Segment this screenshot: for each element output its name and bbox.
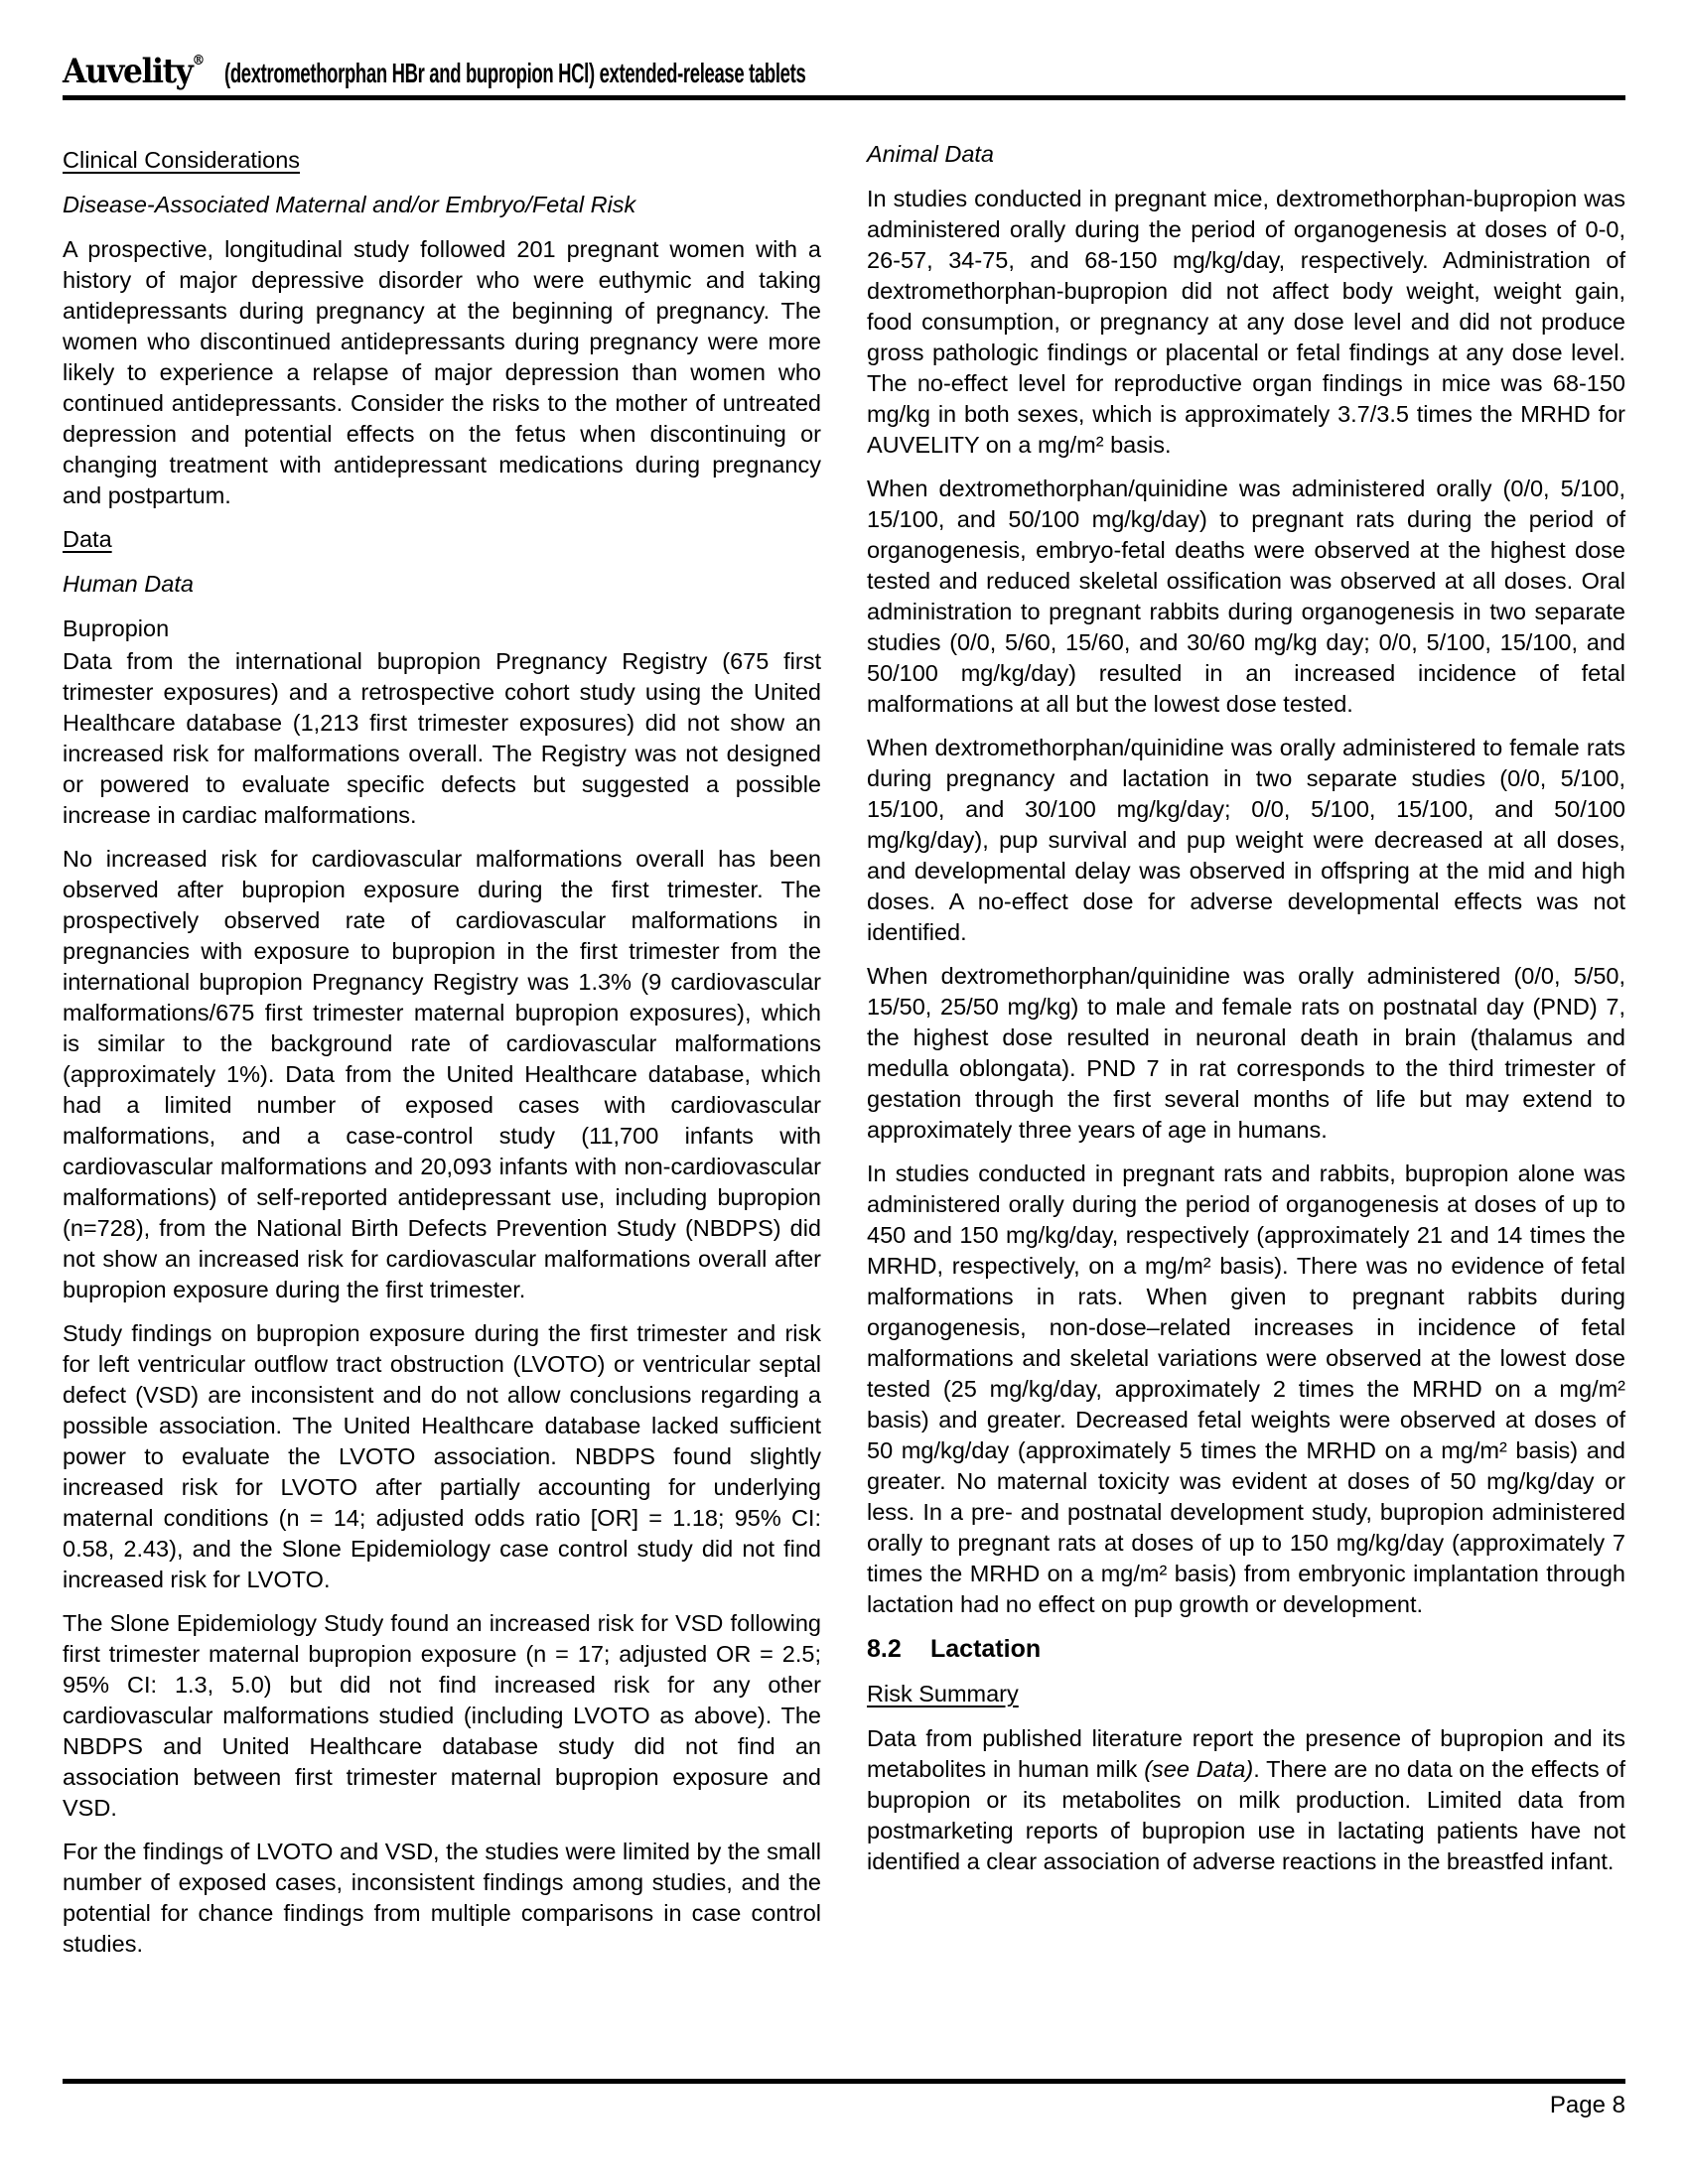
header-divider	[63, 95, 1625, 100]
animal-data-heading: Animal Data	[867, 141, 994, 167]
lactation-paragraph: Data from published literature report the presence of bupropion and its metabolites in human milk (see Data). There are no data on the effects of bupropion or its metabolites on milk production. Limited data from postmarketing reports of bupropion use in lactating patients have not identified a clear association of adverse reactions in the breastfed infant.	[867, 1725, 1625, 1874]
risk-summary-heading: Risk Summary	[867, 1681, 1019, 1706]
data-heading: Data	[63, 526, 112, 552]
bupropion-paragraph-5: For the findings of LVOTO and VSD, the studies were limited by the small number of exposed cases, inconsistent findings among studies, and the potential for chance findings from multiple comparisons in case control studies.	[63, 1839, 821, 1957]
animal-paragraph-1: In studies conducted in pregnant mice, dextromethorphan-bupropion was administered orally during the period of organogenesis at doses of 0-0, 26-57, 34-75, and 68-150 mg/kg/day, respectively. Administration of dextromethorphan-bupropion did not affect body weight, weight gain, food consumption, or pregnancy at any dose level and did not produce gross pathologic findings or placental or fetal findings at any dose level. The no-effect level for reproductive organ findings in mice was 68-150 mg/kg in both sexes, which is approximately 3.7/3.5 times the MRHD for AUVELITY on a mg/m² basis.	[867, 186, 1625, 458]
section-8-2-heading	[867, 1633, 1625, 1665]
header-subtitle: (dextromethorphan HBr and bupropion HCl) extended-release tablets	[223, 58, 806, 88]
section-number: 8.2	[867, 1635, 902, 1663]
page-number: Page 8	[1549, 2092, 1625, 2118]
brand-logo: Auvelity®	[63, 52, 204, 91]
bupropion-paragraph-4: The Slone Epidemiology Study found an increased risk for VSD following first trimester maternal bupropion exposure (n = 17; adjusted OR = 2.5; 95% CI: 1.3, 5.0) but did not find increased risk for any other cardiovascular malformations studied (including LVOTO as above). The NBDPS and United Healthcare database study did not find an association between first trimester maternal bupropion exposure and VSD.	[63, 1610, 821, 1821]
page-header	[63, 52, 1625, 91]
footer-divider	[63, 2079, 1625, 2084]
animal-paragraph-4: When dextromethorphan/quinidine was orally administered (0/0, 5/50, 15/50, 25/50 mg/kg) to male and female rats on postnatal day (PND) 7, the highest dose resulted in neuronal death in brain (thalamus and medulla oblongata). PND 7 in rat corresponds to the third trimester of gestation through the first several months of life but may extend to approximately three years of age in humans.	[867, 963, 1625, 1143]
animal-paragraph-2: When dextromethorphan/quinidine was administered orally (0/0, 5/100, 15/100, and 50/100 mg/kg/day) to pregnant rats during the period of organogenesis, embryo-fetal deaths were observed at the highest dose tested and reduced skeletal ossification was observed at all doses. Oral administration to pregnant rabbits during organogenesis in two separate studies (0/0, 5/60, 15/60, and 30/60 mg/kg day; 0/0, 5/100, 15/100, and 50/100 mg/kg/day) resulted in an increased incidence of fetal malformations at all but the lowest dose tested.	[867, 476, 1625, 717]
registered-trademark-symbol: ®	[192, 53, 204, 68]
section-title: Lactation	[930, 1635, 1042, 1663]
bupropion-paragraph-1: Data from the international bupropion Pregnancy Registry (675 first trimester exposures) and a retrospective cohort study using the United Healthcare database (1,213 first trimester exposures) did not show an increased risk for malformations overall. The Registry was not designed or powered to evaluate specific defects but suggested a possible increase in cardiac malformations.	[63, 648, 821, 828]
bupropion-subheading: Bupropion	[63, 615, 170, 641]
animal-paragraph-5: In studies conducted in pregnant rats and rabbits, bupropion alone was administered orally during the period of organogenesis at doses of up to 450 and 150 mg/kg/day, respectively (approximately 21 and 14 times the MRHD, respectively, on a mg/m² basis). There was no evidence of fetal malformations in rats. When given to pregnant rabbits during organogenesis, non-dose–related increases in incidence of fetal malformations and skeletal variations were observed at the lowest dose tested (25 mg/kg/day, approximately 2 times the MRHD on a mg/m² basis) and greater. Decreased fetal weights were observed at doses of 50 mg/kg/day (approximately 5 times the MRHD on a mg/m² basis) and greater. No maternal toxicity was evident at doses of 50 mg/kg/day or less. In a pre- and postnatal development study, bupropion administered orally to pregnant rats at doses of up to 150 mg/kg/day (approximately 7 times the MRHD on a mg/m² basis) from embryonic implantation through lactation had no effect on pup growth or development.	[867, 1160, 1625, 1617]
disease-risk-paragraph: A prospective, longitudinal study followed 201 pregnant women with a history of major depressive disorder who were euthymic and taking antidepressants during pregnancy at the beginning of pregnancy. The women who discontinued antidepressants during pregnancy were more likely to experience a relapse of major depression than women who continued antidepressants. Consider the risks to the mother of untreated depression and potential effects on the fetus when discontinuing or changing treatment with antidepressant medications during pregnancy and postpartum.	[63, 236, 821, 508]
disease-risk-heading: Disease-Associated Maternal and/or Embryo/Fetal Risk	[63, 192, 636, 217]
left-column	[63, 139, 821, 1973]
bupropion-paragraph-2: No increased risk for cardiovascular malformations overall has been observed after bupropion exposure during the first trimester. The prospectively observed rate of cardiovascular malformations in pregnancies with exposure to bupropion in the first trimester from the international bupropion Pregnancy Registry was 1.3% (9 cardiovascular malformations/675 first trimester maternal bupropion exposures), which is similar to the background rate of cardiovascular malformations (approximately 1%). Data from the United Healthcare database, which had a limited number of exposed cases with cardiovascular malformations, and a case-control study (11,700 infants with cardiovascular malformations and 20,093 infants with non-cardiovascular malformations) of self-reported antidepressant use, including bupropion (n=728), from the National Birth Defects Prevention Study (NBDPS) did not show an increased risk for cardiovascular malformations overall after bupropion exposure during the first trimester.	[63, 846, 821, 1302]
bupropion-paragraph-3: Study findings on bupropion exposure during the first trimester and risk for left ventricular outflow tract obstruction (LVOTO) or ventricular septal defect (VSD) are inconsistent and do not allow conclusions regarding a possible association. The United Healthcare database lacked sufficient power to evaluate the LVOTO association. NBDPS found slightly increased risk for LVOTO after partially accounting for underlying maternal conditions (n = 14; adjusted odds ratio [OR] = 1.18; 95% CI: 0.58, 2.43), and the Slone Epidemiology case control study did not find increased risk for LVOTO.	[63, 1320, 821, 1592]
content-columns	[63, 139, 1625, 1973]
clinical-considerations-heading: Clinical Considerations	[63, 147, 301, 173]
animal-paragraph-3: When dextromethorphan/quinidine was orally administered to female rats during pregnancy and lactation in two separate studies (0/0, 5/100, 15/100, and 30/100 mg/kg/day; 0/0, 5/100, 15/100, and 50/100 mg/kg/day), pup survival and pup weight were decreased at all doses, and developmental delay was observed in offspring at the mid and high doses. A no-effect dose for adverse developmental effects was not identified.	[867, 735, 1625, 945]
right-column	[867, 139, 1625, 1973]
human-data-heading: Human Data	[63, 571, 194, 597]
